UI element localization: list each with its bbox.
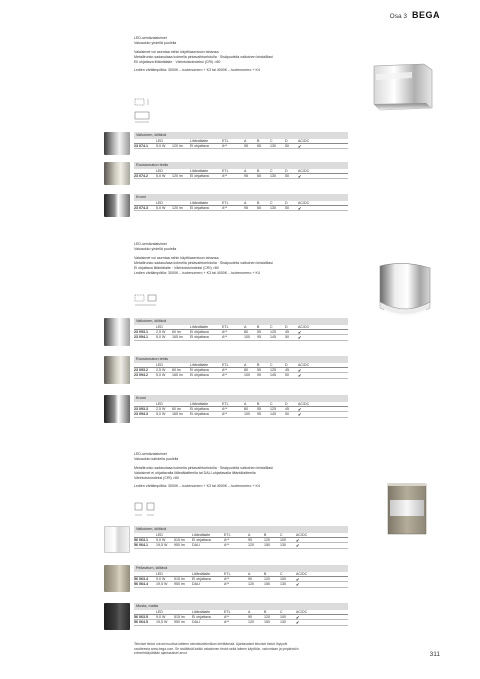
desc-line: Valaisimet ei ohjattavalla liitäntälaitteella tai DALI-ohjattavalla liitäntälaitteella — [134, 470, 256, 475]
column-header-c: C — [270, 362, 273, 367]
cell-driver: Ei ohjattava — [190, 368, 209, 373]
cell-etl: A** — [224, 543, 230, 548]
cell-power: 19,5 W — [156, 582, 168, 587]
column-header-driver: Liitäntälaite — [192, 532, 211, 537]
cell-b: 150 — [264, 620, 270, 625]
check-icon: ✔ — [298, 205, 302, 211]
finish-thumbnail-white — [104, 132, 130, 155]
footer-line: osoitteesta www.bega.com. Se sisältävät kaikki valaisimen tiedot sekä laiteen käyttöön, valvontaan ja ympäristön — [134, 646, 299, 651]
cell-flux: 120 lm — [172, 144, 183, 149]
cell-b: 65 — [257, 206, 261, 211]
cell-b: 95 — [257, 373, 261, 378]
table-row — [134, 335, 348, 340]
cell-power: 9,0 W — [156, 577, 166, 582]
finish-name: Valkoinen, kiiltävä — [134, 132, 348, 139]
wall-luminaire-image — [366, 56, 436, 126]
column-header-a: A — [244, 168, 247, 173]
section-title: LED-seinävalaisimet — [134, 452, 167, 456]
column-header-a: A — [244, 138, 247, 143]
section-title: LED-seinävalaisimet — [134, 36, 167, 40]
cell-driver: Ei ohjattava — [190, 407, 209, 412]
finish-name: Valkoinen, kiiltävä — [134, 318, 348, 325]
column-header-etl: ETL — [224, 609, 231, 614]
section-subtitle: Valoaukko kahdella puolella — [134, 457, 179, 462]
section-description — [134, 36, 364, 74]
cell-b: 120 — [264, 615, 270, 620]
column-header-a: A — [244, 401, 247, 406]
cell-etl: A** — [222, 144, 228, 149]
spec-table — [134, 162, 348, 179]
cell-power: 2,5 W — [156, 368, 166, 373]
cell-code: 56 064.5 — [134, 620, 148, 625]
column-header-driver: Liitäntälaite — [190, 362, 209, 367]
desc-line: Valaisimet voi asentaa mihin käyttöasentoon tahansa. — [134, 255, 220, 260]
column-header-power: LED — [156, 609, 163, 614]
finish-thumbnail-steel — [104, 356, 130, 384]
cell-flux: 515 lm — [174, 577, 185, 582]
cell-power: 5,0 W — [156, 412, 166, 417]
cell-flux: 950 lm — [174, 620, 185, 625]
column-header-driver: Liitäntälaite — [190, 138, 209, 143]
cell-a: 100 — [244, 412, 250, 417]
footer-line: erimerkkiäyöttään ajantasaiset arvot. — [134, 651, 188, 656]
column-header-etl: ETL — [222, 200, 229, 205]
desc-line: Eli ohjattava lilitäntälaite · Värintoistoindeksi (CRI) >80 — [134, 60, 221, 65]
column-header-b: B — [257, 138, 260, 143]
spec-table — [134, 318, 348, 341]
desc-line: Valaisimet voi asentaa mihin käyttöasentoon tahansa. — [134, 49, 220, 54]
column-header-etl: ETL — [222, 168, 229, 173]
section-title: LED-seinävalaisimet — [134, 242, 167, 246]
cell-b: 150 — [264, 543, 270, 548]
check-icon: ✔ — [298, 329, 302, 335]
cell-code: 56 063.1 — [134, 538, 148, 543]
column-header-power: LED — [156, 324, 163, 329]
cell-flux: 165 lm — [172, 373, 183, 378]
cell-etl: A** — [222, 412, 228, 417]
column-header-etl: ETL — [224, 532, 231, 537]
check-icon: ✔ — [296, 537, 300, 543]
cell-c: 145 — [270, 335, 276, 340]
cell-c: 125 — [270, 368, 276, 373]
table-row — [134, 206, 348, 211]
column-header-b: B — [257, 401, 260, 406]
finish-name: Kromi — [134, 194, 348, 201]
cell-b: 95 — [257, 412, 261, 417]
cell-a: 90 — [248, 577, 252, 582]
column-header-etl: ETL — [222, 362, 229, 367]
check-icon: ✔ — [298, 367, 302, 373]
check-icon: ✔ — [296, 576, 300, 582]
desc-line: Värintoistoindeksi (CRI) >80 — [134, 476, 179, 481]
cell-a: 80 — [244, 330, 248, 335]
spec-table — [134, 194, 348, 211]
column-header-driver: Liitäntälaite — [190, 200, 209, 205]
cell-c: 130 — [270, 144, 276, 149]
cell-driver: Ei ohjattava — [190, 335, 209, 340]
finish-thumbnail-chrome — [104, 194, 130, 217]
finish-thumbnail-white — [104, 318, 130, 346]
cell-flux: 120 lm — [172, 174, 183, 179]
wall-luminaire-image — [382, 480, 432, 538]
column-header-b: B — [264, 571, 267, 576]
finish-name: Ruostumaton teräs — [134, 356, 348, 363]
table-row — [134, 174, 348, 179]
cell-a: 120 — [248, 543, 254, 548]
cell-b: 55 — [257, 330, 261, 335]
cell-etl: A** — [222, 373, 228, 378]
spec-table — [134, 395, 348, 418]
cell-code: 56 063.4 — [134, 577, 148, 582]
cell-d: 45 — [285, 407, 289, 412]
cell-code: 56 064.4 — [134, 582, 148, 587]
column-header-d: D — [285, 168, 288, 173]
column-header-acdc: AC/DC — [298, 168, 310, 173]
cell-etl: A** — [224, 577, 230, 582]
cell-power: 2,5 W — [156, 330, 166, 335]
cell-b: 55 — [257, 407, 261, 412]
table-row — [134, 412, 348, 417]
cell-b: 120 — [264, 577, 270, 582]
column-header-d: D — [285, 138, 288, 143]
column-header-power: LED — [156, 168, 163, 173]
cell-flux: 60 lm — [172, 330, 181, 335]
cell-driver: Ei ohjattava — [190, 330, 209, 335]
cell-flux: 120 lm — [172, 206, 183, 211]
check-icon: ✔ — [296, 542, 300, 548]
column-header-etl: ETL — [222, 324, 229, 329]
check-icon: ✔ — [296, 614, 300, 620]
column-header-power: LED — [156, 362, 163, 367]
check-icon: ✔ — [296, 581, 300, 587]
cell-power: 5,0 W — [156, 144, 166, 149]
cell-etl: A** — [222, 335, 228, 340]
cell-c: 130 — [270, 174, 276, 179]
cell-c: 100 — [280, 538, 286, 543]
column-header-b: B — [257, 200, 260, 205]
cell-driver: Ei ohjattava — [192, 615, 211, 620]
cell-d: 50 — [285, 206, 289, 211]
cell-c: 100 — [280, 615, 286, 620]
cell-b: 55 — [257, 368, 261, 373]
cell-flux: 60 lm — [172, 368, 181, 373]
cell-power: 5,0 W — [156, 174, 166, 179]
cell-c: 145 — [270, 412, 276, 417]
column-header-etl: ETL — [222, 401, 229, 406]
column-header-b: B — [257, 362, 260, 367]
column-header-power: LED — [156, 138, 163, 143]
column-header-b: B — [264, 609, 267, 614]
cell-code: 23 074.1 — [134, 144, 148, 149]
cell-code: 23 074.3 — [134, 206, 148, 211]
column-header-c: C — [280, 532, 283, 537]
column-header-acdc: AC/DC — [296, 609, 308, 614]
cell-power: 5,0 W — [156, 206, 166, 211]
column-header-a: A — [244, 362, 247, 367]
cell-power: 9,0 W — [156, 615, 166, 620]
cell-c: 125 — [270, 407, 276, 412]
cell-flux: 165 lm — [172, 335, 183, 340]
cell-code: 23 093.1 — [134, 330, 148, 335]
cell-driver: DALI — [192, 620, 200, 625]
desc-line: Metallirunko sadasolasa kolmella pintavaihtoehdolla · Sisäpuolella valkoinen kristallilasi — [134, 54, 273, 59]
spec-table — [134, 603, 348, 626]
cell-power: 2,5 W — [156, 407, 166, 412]
column-header-b: B — [257, 324, 260, 329]
column-header-d: D — [285, 362, 288, 367]
cell-a: 100 — [244, 373, 250, 378]
dimension-diagram — [134, 97, 164, 127]
spec-table — [134, 132, 348, 149]
section-description — [134, 242, 364, 277]
column-header-power: LED — [156, 200, 163, 205]
cell-power: 9,0 W — [156, 538, 166, 543]
footer-note — [134, 642, 364, 656]
cell-driver: Ei ohjattava — [192, 577, 211, 582]
cell-driver: Ei ohjattava — [190, 373, 209, 378]
desc-line: Metallirunko sadasolasa kolmella pintavaihtoehdolla · Sisäpuolella valkoinen kristallilasi — [134, 465, 273, 470]
column-header-etl: ETL — [222, 138, 229, 143]
cell-c: 130 — [280, 582, 286, 587]
cell-etl: A** — [222, 174, 228, 179]
desc-line: Ei ohjattava liitäntälaite · Värintoistoindeksi (CRI) >80 — [134, 266, 219, 271]
cell-d: 50 — [285, 412, 289, 417]
cell-b: 120 — [264, 538, 270, 543]
cell-c: 100 — [280, 577, 286, 582]
check-icon: ✔ — [298, 173, 302, 179]
column-header-b: B — [264, 532, 267, 537]
cell-d: 50 — [285, 335, 289, 340]
cell-flux: 950 lm — [174, 582, 185, 587]
finish-thumbnail-chrome — [104, 395, 130, 423]
cell-driver: Ei ohjattava — [192, 538, 211, 543]
cell-c: 130 — [280, 620, 286, 625]
cell-flux: 515 lm — [174, 538, 185, 543]
desc-line: Metallirunko sadasolasa kolmella pintavaihtoehdolla · Sisäpuolella valkoinen kristallilasi — [134, 260, 273, 265]
column-header-acdc: AC/DC — [298, 362, 310, 367]
section-subtitle: Valoaukko yhdellä puolella — [134, 247, 177, 252]
cell-flux: 950 lm — [174, 543, 185, 548]
cell-d: 45 — [285, 368, 289, 373]
column-header-acdc: AC/DC — [298, 200, 310, 205]
finish-thumbnail-steel — [104, 162, 130, 185]
brand-logo: BEGA — [411, 10, 440, 20]
column-header-driver: Liitäntälaite — [190, 401, 209, 406]
table-row — [134, 543, 348, 548]
finish-name: Kromi — [134, 395, 348, 402]
cell-etl: A** — [224, 615, 230, 620]
cell-driver: Ei ohjattava — [190, 206, 209, 211]
cell-code: 23 094.3 — [134, 412, 148, 417]
column-header-driver: Liitäntälaite — [190, 168, 209, 173]
column-header-acdc: AC/DC — [298, 401, 310, 406]
cell-code: 23 093.3 — [134, 407, 148, 412]
column-header-a: A — [248, 571, 251, 576]
cell-a: 95 — [244, 174, 248, 179]
cell-b: 95 — [257, 335, 261, 340]
column-header-d: D — [285, 200, 288, 205]
color-temp-line: Ledien värilämpötila: 3000K – tuotenumero + K3 tai 4000K – tuotenumero + K4 — [134, 68, 260, 73]
column-header-c: C — [270, 200, 273, 205]
spec-table — [134, 565, 348, 588]
cell-a: 120 — [248, 620, 254, 625]
column-header-a: A — [248, 609, 251, 614]
column-header-c: C — [270, 168, 273, 173]
column-header-etl: ETL — [224, 571, 231, 576]
check-icon: ✔ — [298, 406, 302, 412]
cell-flux: 60 lm — [172, 407, 181, 412]
finish-name: Musta, matta — [134, 603, 348, 610]
color-temp-line: Ledien värilämpötila: 3000K – tuotenumero + K3 tai 4000K – tuotenumero + K4 — [134, 484, 260, 489]
cell-etl: A** — [222, 407, 228, 412]
table-row — [134, 620, 348, 625]
cell-code: 56 064.1 — [134, 543, 148, 548]
cell-power: 19,5 W — [156, 543, 168, 548]
column-header-c: C — [270, 138, 273, 143]
cell-b: 65 — [257, 144, 261, 149]
finish-thumbnail-black — [104, 603, 130, 630]
cell-driver: Ei ohjattava — [190, 174, 209, 179]
column-header-d: D — [285, 401, 288, 406]
check-icon: ✔ — [298, 411, 302, 417]
cell-code: 23 093.2 — [134, 368, 148, 373]
cell-code: 23 074.2 — [134, 174, 148, 179]
wall-luminaire-image — [374, 258, 436, 324]
color-temp-line: Ledien värilämpötila: 3000K – tuotenumero + K3 tai 4000K – tuotenumero + K4 — [134, 271, 260, 276]
cell-a: 90 — [248, 615, 252, 620]
column-header-power: LED — [156, 532, 163, 537]
cell-b: 65 — [257, 174, 261, 179]
cell-code: 23 094.1 — [134, 335, 148, 340]
column-header-a: A — [244, 324, 247, 329]
cell-power: 5,0 W — [156, 335, 166, 340]
cell-b: 150 — [264, 582, 270, 587]
column-header-acdc: AC/DC — [296, 571, 308, 576]
spec-table — [134, 356, 348, 379]
cell-a: 80 — [244, 368, 248, 373]
cell-a: 120 — [248, 582, 254, 587]
cell-c: 130 — [270, 206, 276, 211]
cell-etl: A** — [222, 368, 228, 373]
cell-d: 50 — [285, 373, 289, 378]
finish-name: Valkoinen, kiiltävä — [134, 526, 348, 533]
column-header-b: B — [257, 168, 260, 173]
table-row — [134, 373, 348, 378]
cell-c: 125 — [270, 330, 276, 335]
cell-driver: DALI — [192, 543, 200, 548]
cell-d: 50 — [285, 144, 289, 149]
section-label: Osa 3 — [389, 13, 407, 20]
check-icon: ✔ — [298, 372, 302, 378]
cell-driver: DALI — [192, 582, 200, 587]
column-header-c: C — [270, 401, 273, 406]
column-header-acdc: AC/DC — [298, 324, 310, 329]
table-row — [134, 144, 348, 149]
cell-d: 50 — [285, 174, 289, 179]
section-description — [134, 452, 364, 490]
spec-table — [134, 526, 348, 549]
footer-line: Tekniset tiedot voivat muuttua laitteen valmistustekniikan kehittäessä. Ajantasaiset tekniset tiedot löytyvät — [134, 642, 288, 646]
cell-etl: A** — [224, 582, 230, 587]
table-row — [134, 582, 348, 587]
column-header-driver: Liitäntälaite — [190, 324, 209, 329]
finish-name: Ruostumaton teräs — [134, 162, 348, 169]
check-icon: ✔ — [298, 334, 302, 340]
column-header-d: D — [285, 324, 288, 329]
cell-a: 80 — [244, 407, 248, 412]
column-header-driver: Liitäntälaite — [192, 609, 211, 614]
column-header-power: LED — [156, 401, 163, 406]
column-header-c: C — [280, 609, 283, 614]
dimension-diagram — [134, 500, 164, 522]
section-subtitle: Valoaukko yhdellä puolella — [134, 41, 177, 46]
cell-flux: 165 lm — [172, 412, 183, 417]
column-header-driver: Liitäntälaite — [192, 571, 211, 576]
cell-c: 145 — [270, 373, 276, 378]
page-number: 311 — [429, 651, 440, 658]
cell-a: 95 — [244, 206, 248, 211]
column-header-a: A — [244, 200, 247, 205]
finish-thumbnail-white — [104, 526, 130, 553]
column-header-a: A — [248, 532, 251, 537]
column-header-acdc: AC/DC — [298, 138, 310, 143]
cell-flux: 515 lm — [174, 615, 185, 620]
page-header — [390, 10, 440, 20]
dimension-diagram — [134, 293, 164, 313]
column-header-c: C — [280, 571, 283, 576]
cell-a: 95 — [244, 144, 248, 149]
cell-a: 90 — [248, 538, 252, 543]
cell-etl: A** — [222, 330, 228, 335]
cell-code: 23 094.2 — [134, 373, 148, 378]
cell-driver: Ei ohjattava — [190, 412, 209, 417]
cell-power: 5,0 W — [156, 373, 166, 378]
check-icon: ✔ — [296, 619, 300, 625]
cell-code: 56 063.5 — [134, 615, 148, 620]
cell-power: 19,5 W — [156, 620, 168, 625]
cell-etl: A** — [224, 538, 230, 543]
finish-thumbnail-bronze — [104, 565, 130, 592]
cell-etl: A** — [222, 206, 228, 211]
cell-driver: Ei ohjattava — [190, 144, 209, 149]
finish-name: Pellavitum, kiiltävä — [134, 565, 348, 572]
check-icon: ✔ — [298, 143, 302, 149]
cell-etl: A** — [224, 620, 230, 625]
column-header-acdc: AC/DC — [296, 532, 308, 537]
cell-c: 130 — [280, 543, 286, 548]
cell-d: 45 — [285, 330, 289, 335]
cell-a: 100 — [244, 335, 250, 340]
column-header-power: LED — [156, 571, 163, 576]
column-header-c: C — [270, 324, 273, 329]
